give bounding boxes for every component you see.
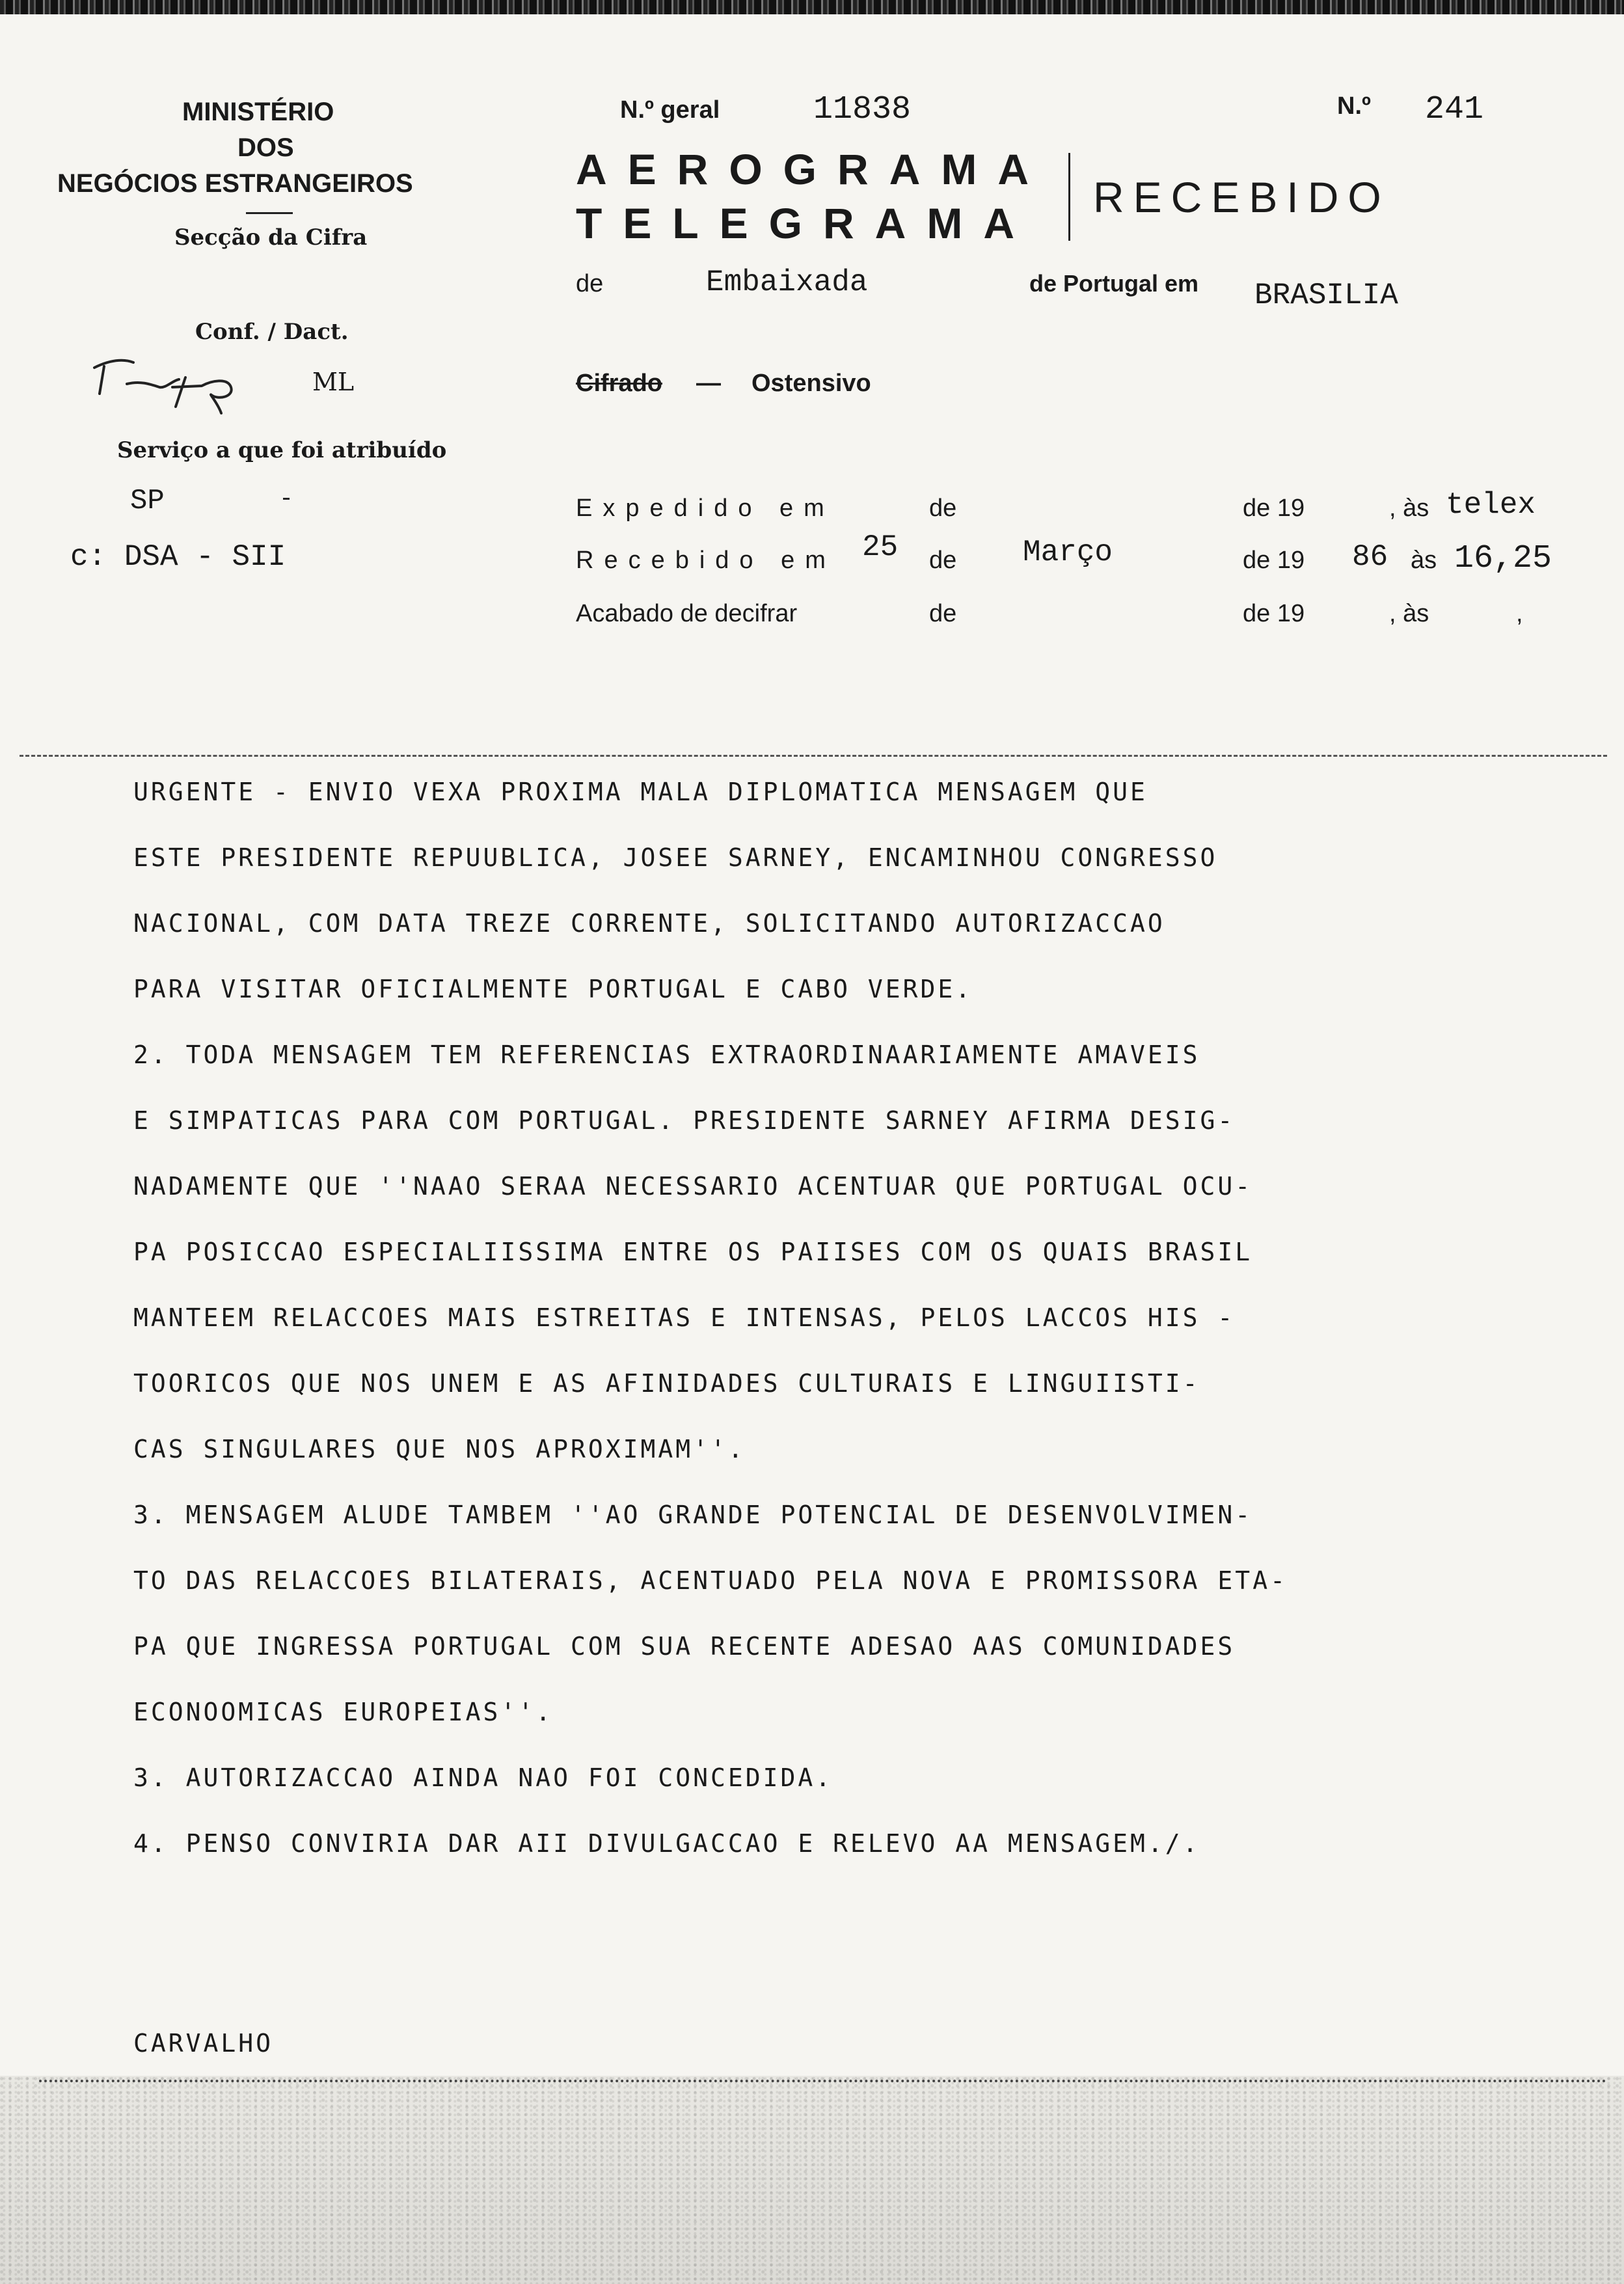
servico-dash	[283, 498, 290, 500]
initials: ML	[312, 368, 355, 396]
servico-value: SP	[130, 485, 165, 517]
classification-ostensivo: Ostensivo	[751, 370, 871, 397]
body-line: URGENTE - ENVIO VEXA PROXIMA MALA DIPLOMATICA MENSAGEM QUE	[133, 778, 1148, 806]
type-telegrama: TELEGRAMA	[576, 199, 1035, 247]
acabado-de: de	[929, 600, 957, 627]
body-line: 3. MENSAGEM ALUDE TAMBEM ''AO GRANDE POTENCIAL DE DESENVOLVIMEN-	[133, 1501, 1253, 1529]
expedido-via: telex	[1446, 488, 1536, 522]
section-label: Secção da Cifra	[174, 224, 368, 251]
body-line: MANTEEM RELACCOES MAIS ESTREITAS E INTENSAS, PELOS LACCOS HIS -	[133, 1303, 1236, 1332]
body-line: 3. AUTORIZACCAO AINDA NAO FOI CONCEDIDA.	[133, 1763, 833, 1792]
body-line: 2. TODA MENSAGEM TEM REFERENCIAS EXTRAORDINAARIAMENTE AMAVEIS	[133, 1040, 1200, 1069]
ministry-line3: NEGÓCIOS ESTRANGEIROS	[57, 169, 413, 198]
recebido-de19: de 19	[1243, 547, 1305, 574]
expedido-de19: de 19	[1243, 495, 1305, 522]
body-line: 4. PENSO CONVIRIA DAR AII DIVULGACCAO E RELEVO AA MENSAGEM./.	[133, 1829, 1200, 1858]
expedido-label: Expedido em	[576, 495, 835, 522]
location-value: BRASILIA	[1254, 279, 1398, 312]
body-line: PA POSICCAO ESPECIALIISSIMA ENTRE OS PAIISES COM OS QUAIS BRASIL	[133, 1238, 1253, 1266]
body-line: CAS SINGULARES QUE NOS APROXIMAM''.	[133, 1435, 746, 1463]
geral-value: 11838	[813, 91, 912, 128]
recebido-label: Recebido em	[576, 547, 836, 574]
servico-label: Serviço a que foi atribuído	[117, 437, 447, 463]
numero-label: N.º	[1337, 92, 1371, 120]
expedido-as: , às	[1389, 495, 1429, 522]
body-line: NADAMENTE QUE ''NAAO SERAA NECESSARIO ACENTUAR QUE PORTUGAL OCU-	[133, 1172, 1253, 1201]
recebido-as: às	[1411, 547, 1437, 574]
bottom-divider	[39, 2080, 1607, 2082]
classification-cifrado: Cifrado	[576, 370, 662, 397]
body-line: TO DAS RELACCOES BILATERAIS, ACENTUADO PELA NOVA E PROMISSORA ETA-	[133, 1566, 1288, 1595]
scan-noise-area	[0, 2076, 1624, 2284]
acabado-de19: de 19	[1243, 600, 1305, 627]
acabado-label: Acabado de decifrar	[576, 600, 798, 627]
status-recebido: RECEBIDO	[1093, 173, 1390, 221]
classification-sep: —	[696, 370, 721, 397]
underline-dash	[246, 212, 293, 214]
ministry-line1: MINISTÉRIO	[182, 98, 334, 126]
copies-line: c: DSA - SII	[70, 540, 286, 574]
portugal-label: de Portugal em	[1029, 270, 1199, 297]
header-divider	[20, 755, 1607, 757]
body-line: ECONOOMICAS EUROPEIAS''.	[133, 1698, 554, 1726]
conf-dact-label: Conf. / Dact.	[195, 319, 349, 345]
geral-label: N.º geral	[620, 96, 720, 124]
body-line: PA QUE INGRESSA PORTUGAL COM SUA RECENTE ADESAO AAS COMUNIDADES	[133, 1632, 1236, 1661]
recebido-year: 86	[1352, 540, 1388, 574]
expedido-de: de	[929, 495, 957, 522]
type-aerograma: AEROGRAMA	[576, 145, 1049, 193]
de-value: Embaixada	[706, 265, 868, 299]
acabado-comma: ,	[1516, 600, 1523, 627]
numero-value: 241	[1425, 91, 1484, 128]
recebido-day: 25	[862, 530, 899, 564]
de-label: de	[576, 270, 604, 297]
recebido-time: 16,25	[1454, 540, 1552, 577]
handwritten-signature-mark	[88, 355, 277, 420]
body-line: ESTE PRESIDENTE REPUUBLICA, JOSEE SARNEY, ENCAMINHOU CONGRESSO	[133, 843, 1218, 872]
brace-line	[1068, 153, 1070, 241]
acabado-as: , às	[1389, 600, 1429, 627]
signature-name: CARVALHO	[133, 2029, 274, 2058]
recebido-month: Março	[1023, 536, 1113, 569]
scan-top-edge	[0, 0, 1624, 14]
body-line: TOORICOS QUE NOS UNEM E AS AFINIDADES CULTURAIS E LINGUIISTI-	[133, 1369, 1200, 1398]
body-line: PARA VISITAR OFICIALMENTE PORTUGAL E CABO VERDE.	[133, 975, 973, 1003]
body-line: E SIMPATICAS PARA COM PORTUGAL. PRESIDENTE SARNEY AFIRMA DESIG-	[133, 1106, 1236, 1135]
ministry-line2: DOS	[237, 133, 294, 162]
recebido-de: de	[929, 547, 957, 574]
body-line: NACIONAL, COM DATA TREZE CORRENTE, SOLICITANDO AUTORIZACCAO	[133, 909, 1165, 938]
